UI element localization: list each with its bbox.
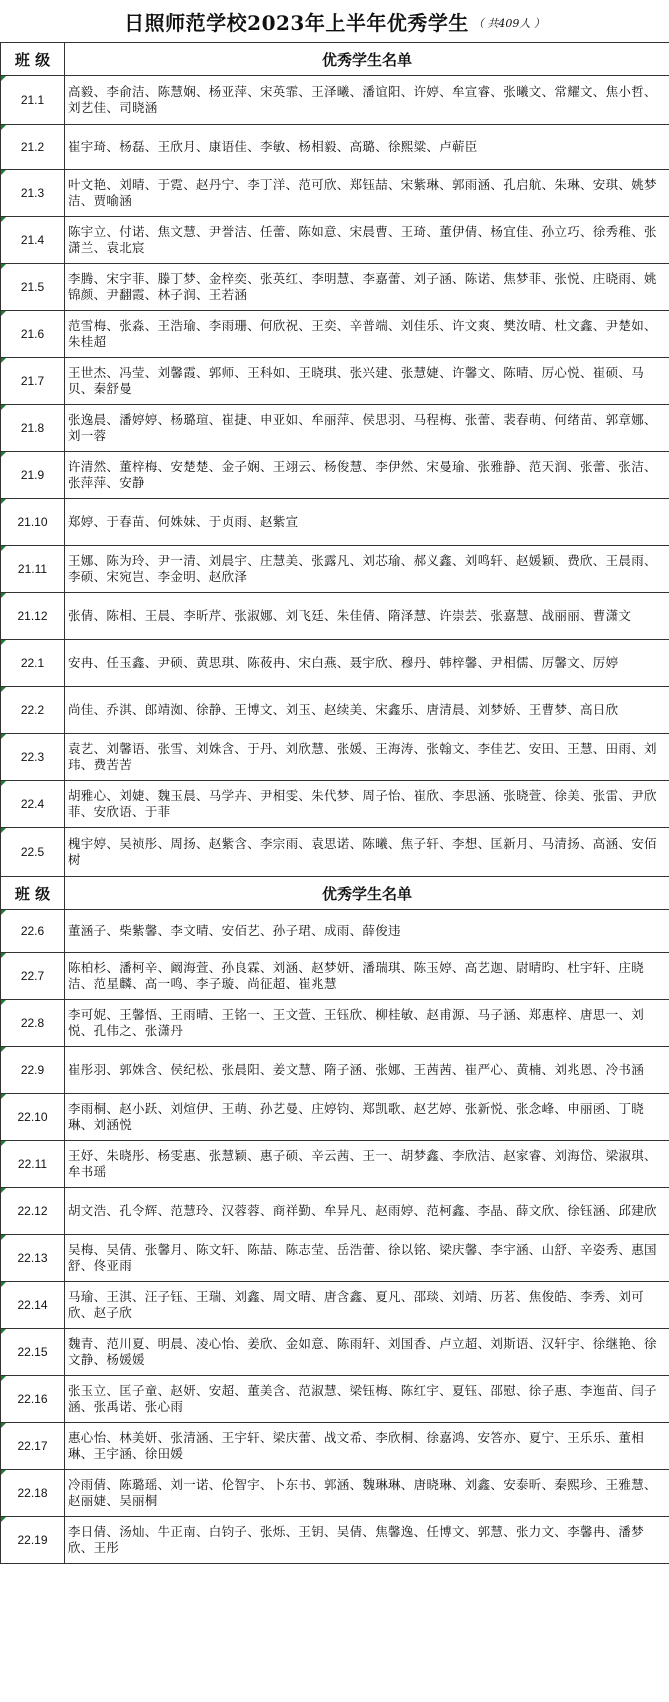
student-names-cell: 胡文浩、孔令辉、范慧玲、汉蓉蓉、商祥勤、牟异凡、赵雨婷、范柯鑫、李晶、薛文欣、徐钰涵、邱建欣 <box>65 1188 669 1235</box>
table-row <box>1 217 669 264</box>
student-names-cell: 惠心怡、林美妍、张清涵、王宇轩、梁庆蕾、战文希、李欣桐、徐嘉鸿、安答亦、夏宁、王乐乐、董相琳、王宇涵、徐田媛 <box>65 1423 669 1470</box>
student-names-cell: 王娜、陈为玲、尹一清、刘晨宇、庄慧美、张露凡、刘芯瑜、郝义鑫、刘鸣轩、赵媛颖、费欣、王晨雨、李硕、宋宛岂、李金明、赵欣泽 <box>65 546 669 593</box>
class-cell: 22.4 <box>1 781 65 828</box>
table-row <box>1 1282 669 1329</box>
student-names-cell: 李腾、宋宇菲、滕丁梦、金梓奕、张英红、李明慧、李嘉蕾、刘子涵、陈诺、焦梦菲、张悦、庄晓雨、姚锦颜、尹翻霞、林子润、王若涵 <box>65 264 669 311</box>
class-cell: 22.16 <box>1 1376 65 1423</box>
class-cell: 22.19 <box>1 1517 65 1564</box>
document-title: 日照师范学校2023年上半年优秀学生 <box>124 10 469 35</box>
table-row <box>1 358 669 405</box>
student-names-cell: 王世杰、冯莹、刘馨霞、郭师、王科如、王晓琪、张兴建、张慧婕、许馨文、陈晴、厉心悦、崔硕、马贝、秦舒曼 <box>65 358 669 405</box>
class-cell: 22.8 <box>1 1000 65 1047</box>
student-names-cell: 叶文艳、刘晴、于霓、赵丹宁、李丁洋、范可欣、郑钰喆、宋紫琳、郭雨涵、孔启航、朱琳、安琪、姚梦洁、贾喻涵 <box>65 170 669 217</box>
class-cell: 21.5 <box>1 264 65 311</box>
table-row <box>1 1047 669 1094</box>
student-names-cell: 安冉、任玉鑫、尹硕、黄思琪、陈莜冉、宋白燕、聂宇欣、穆丹、韩梓馨、尹相儒、厉馨文、厉婷 <box>65 640 669 687</box>
student-names-cell: 郑婷、于春苗、何姝妹、于贞雨、赵紫宣 <box>65 499 669 546</box>
table-row <box>1 1094 669 1141</box>
class-column-header: 班 级 <box>1 877 65 910</box>
class-cell: 22.14 <box>1 1282 65 1329</box>
student-names-cell: 袁艺、刘馨语、张雪、刘姝含、于丹、刘欣慧、张媛、王海涛、张翰文、李佳艺、安田、王慧、田雨、刘玮、费苦苦 <box>65 734 669 781</box>
names-column-header: 优秀学生名单 <box>65 877 669 910</box>
class-cell: 22.13 <box>1 1235 65 1282</box>
table-row <box>1 125 669 170</box>
student-names-cell: 吴梅、吴倩、张馨月、陈文轩、陈喆、陈志莹、岳浩蕾、徐以铭、梁庆馨、李宇涵、山舒、辛姿秀、惠国舒、佟亚雨 <box>65 1235 669 1282</box>
table-row <box>1 734 669 781</box>
class-cell: 22.5 <box>1 828 65 877</box>
class-cell: 22.17 <box>1 1423 65 1470</box>
table-row <box>1 405 669 452</box>
class-cell: 22.6 <box>1 910 65 953</box>
table-row <box>1 828 669 877</box>
student-names-cell: 胡雅心、刘婕、魏玉晨、马学卉、尹相雯、朱代梦、周子怡、崔欣、李思涵、张晓萱、徐美、张雷、尹欣菲、安欣语、于菲 <box>65 781 669 828</box>
class-column-header: 班 级 <box>1 43 65 76</box>
class-cell: 21.8 <box>1 405 65 452</box>
table-row <box>1 1376 669 1423</box>
class-cell: 21.10 <box>1 499 65 546</box>
student-names-cell: 尚佳、乔淇、郎靖洳、徐静、王博文、刘玉、赵续美、宋鑫乐、唐清晨、刘梦娇、王曹梦、高日欣 <box>65 687 669 734</box>
class-cell: 22.1 <box>1 640 65 687</box>
student-names-cell: 张玉立、匡子童、赵妍、安超、董美含、范淑慧、梁钰梅、陈红宇、夏钰、邵慰、徐子惠、李迤苗、闫子涵、张禹诺、张心雨 <box>65 1376 669 1423</box>
class-cell: 22.18 <box>1 1470 65 1517</box>
class-cell: 22.2 <box>1 687 65 734</box>
table-row <box>1 1235 669 1282</box>
student-names-cell: 冷雨倩、陈璐瑶、刘一诺、伦智宇、卜东书、郭涵、魏琳琳、唐晓琳、刘鑫、安泰昕、秦熙珍、王雅慧、赵丽婕、吴丽桐 <box>65 1470 669 1517</box>
table-row <box>1 593 669 640</box>
student-names-cell: 高毅、李俞洁、陈慧娴、杨亚萍、宋英霏、王泽曦、潘谊阳、许婷、牟宣睿、张曦文、常耀文、焦小哲、刘艺佳、司晓涵 <box>65 76 669 125</box>
student-names-cell: 崔彤羽、郭姝含、侯纪松、张晨阳、姜文慧、隋子涵、张娜、王茜茜、崔严心、黄楠、刘兆恩、冷书涵 <box>65 1047 669 1094</box>
table-row <box>1 781 669 828</box>
class-cell: 21.11 <box>1 546 65 593</box>
class-cell: 21.1 <box>1 76 65 125</box>
student-names-cell: 陈柏杉、潘柯辛、阚海萱、孙良霖、刘涵、赵梦妍、潘瑞琪、陈玉婷、高艺迦、尉晴昀、杜宇轩、庄晓洁、范星麟、高一鸣、李子璇、尚征超、崔兆慧 <box>65 953 669 1000</box>
student-names-cell: 魏青、范川夏、明晨、凌心怡、姜欣、金如意、陈雨轩、刘国香、卢立超、刘斯语、汉轩宇、徐继艳、徐文静、杨媛媛 <box>65 1329 669 1376</box>
student-names-cell: 马瑜、王淇、汪子钰、王瑞、刘鑫、周文晴、唐含鑫、夏凡、邵琰、刘靖、历茗、焦俊皓、李秀、刘可欣、赵子欣 <box>65 1282 669 1329</box>
student-names-cell: 李日倩、汤灿、牛正南、白钧子、张烁、王钥、吴倩、焦馨逸、任博文、郭慧、张力文、李馨冉、潘梦欣、王彤 <box>65 1517 669 1564</box>
table-row <box>1 452 669 499</box>
table-row <box>1 910 669 953</box>
table-row <box>1 1141 669 1188</box>
student-names-cell: 槐宇婷、吴祯彤、周扬、赵紫含、李宗雨、袁思诺、陈曦、焦子轩、李想、匡新月、马清扬、高涵、安佰树 <box>65 828 669 877</box>
table-header-row <box>1 877 669 910</box>
class-cell: 22.15 <box>1 1329 65 1376</box>
class-cell: 22.3 <box>1 734 65 781</box>
class-cell: 21.2 <box>1 125 65 170</box>
table-row <box>1 1329 669 1376</box>
class-cell: 22.11 <box>1 1141 65 1188</box>
class-cell: 22.7 <box>1 953 65 1000</box>
table-header-row <box>1 43 669 76</box>
table-row <box>1 499 669 546</box>
student-names-cell: 董涵子、柴紫馨、李文晴、安佰艺、孙子珺、成雨、薛俊违 <box>65 910 669 953</box>
student-names-cell: 许清然、董梓梅、安楚楚、金子娴、王翊云、杨俊慧、李伊然、宋曼瑜、张雅静、范天润、张蕾、张洁、张萍萍、安静 <box>65 452 669 499</box>
class-cell: 22.9 <box>1 1047 65 1094</box>
class-cell: 22.12 <box>1 1188 65 1235</box>
class-cell: 21.7 <box>1 358 65 405</box>
student-names-cell: 李可妮、王馨悟、王雨晴、王铭一、王文萱、王钰欣、柳桂敏、赵甫源、马子涵、郑惠梓、唐思一、刘悦、孔伟之、张潇丹 <box>65 1000 669 1047</box>
class-cell: 21.4 <box>1 217 65 264</box>
student-count-note: （ 共409人 ） <box>472 17 545 30</box>
student-names-cell: 张逸晨、潘婷婷、杨璐瑄、崔捷、申亚如、牟丽萍、侯思羽、马程梅、张蕾、裴春萌、何绪苗、郭章娜、刘一蓉 <box>65 405 669 452</box>
class-cell: 22.10 <box>1 1094 65 1141</box>
table-row <box>1 1517 669 1564</box>
class-cell: 21.6 <box>1 311 65 358</box>
names-column-header: 优秀学生名单 <box>65 43 669 76</box>
table-row <box>1 1470 669 1517</box>
table-row <box>1 1188 669 1235</box>
table-row <box>1 1000 669 1047</box>
table-row <box>1 76 669 125</box>
table-row <box>1 264 669 311</box>
honor-roll-table <box>0 42 669 1564</box>
student-names-cell: 崔宇琦、杨磊、王欣月、康语佳、李敏、杨相毅、高璐、徐熙粱、卢蕲臣 <box>65 125 669 170</box>
table-row <box>1 170 669 217</box>
student-names-cell: 王妤、朱晓彤、杨雯惠、张慧颖、惠子硕、辛云茜、王一、胡梦鑫、李欣洁、赵家睿、刘海岱、梁淑琪、牟书瑶 <box>65 1141 669 1188</box>
student-names-cell: 陈宇立、付诺、焦文慧、尹誉洁、任蕾、陈如意、宋晨曹、王琦、董伊倩、杨宜佳、孙立巧、徐秀稚、张潇兰、袁北宸 <box>65 217 669 264</box>
student-names-cell: 李雨桐、赵小跃、刘煊伊、王萌、孙艺曼、庄婷钧、郑凯歌、赵艺婷、张新悦、张念峰、申丽函、丁晓琳、刘涵悦 <box>65 1094 669 1141</box>
student-names-cell: 范雪梅、张淼、王浩瑜、李雨珊、何欣祝、王奕、辛普端、刘佳乐、许文爽、樊汝晴、杜文鑫、尹楚如、朱桂超 <box>65 311 669 358</box>
class-cell: 21.3 <box>1 170 65 217</box>
student-names-cell: 张倩、陈相、王晨、李昕芹、张淑娜、刘飞廷、朱佳倩、隋泽慧、许崇芸、张嘉慧、战丽丽、曹潇文 <box>65 593 669 640</box>
document-title-bar <box>0 0 669 42</box>
class-cell: 21.12 <box>1 593 65 640</box>
table-row <box>1 546 669 593</box>
table-row <box>1 640 669 687</box>
table-row <box>1 953 669 1000</box>
table-row <box>1 311 669 358</box>
table-row <box>1 1423 669 1470</box>
table-row <box>1 687 669 734</box>
class-cell: 21.9 <box>1 452 65 499</box>
